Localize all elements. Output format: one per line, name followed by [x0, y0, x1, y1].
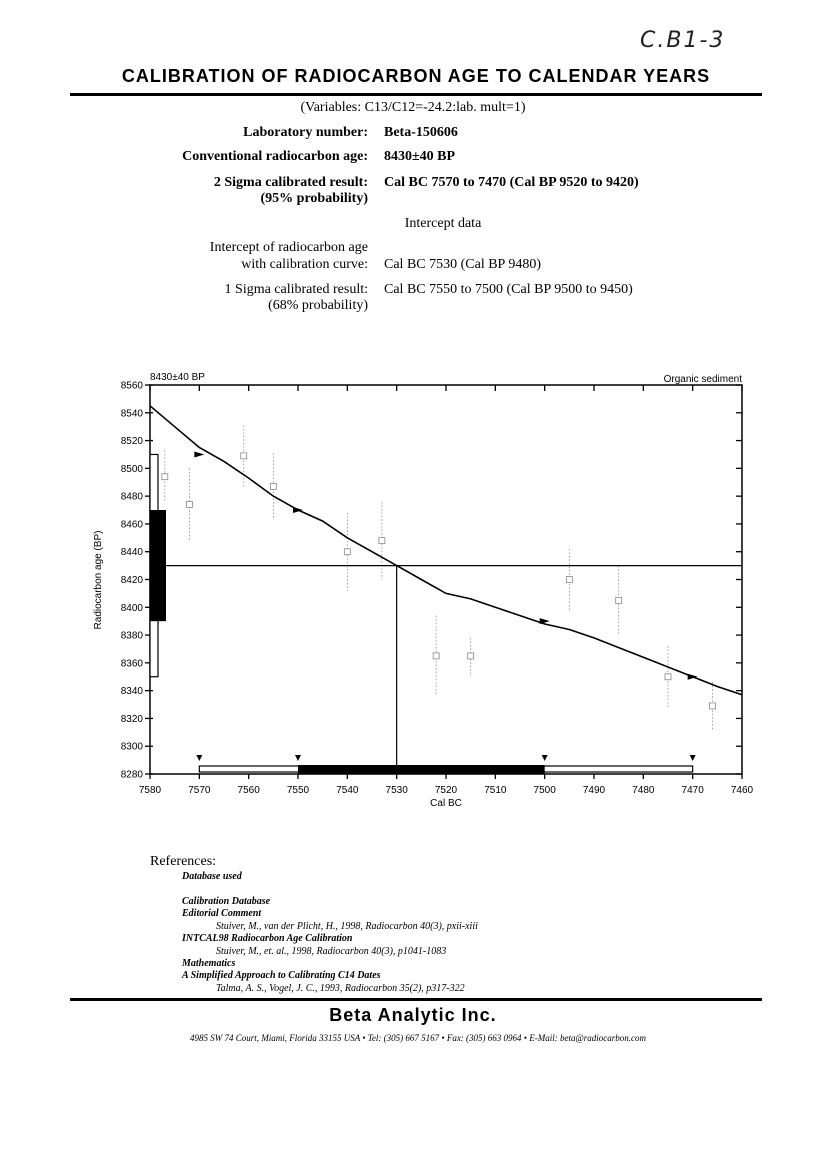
- y-tick-label: 8540: [120, 408, 143, 420]
- x-tick-label: 7530: [385, 785, 408, 796]
- x-tick-label: 7520: [434, 785, 458, 796]
- ref-intcal: INTCAL98 Radiocarbon Age Calibration: [182, 933, 353, 944]
- x-tick-label: 7560: [237, 785, 260, 796]
- conventional-age-value: 8430±40 BP: [384, 149, 456, 164]
- y-tick-label: 8380: [120, 630, 143, 642]
- x-tick-label: 7480: [632, 785, 655, 796]
- x-tick-label: 7580: [138, 785, 162, 796]
- intercept-lines: [150, 566, 742, 774]
- calibration-curve: [150, 406, 742, 695]
- y-tick-label: 8440: [120, 547, 143, 559]
- measured-age-bars: [150, 454, 166, 676]
- references-heading: References:: [150, 854, 217, 869]
- x-tick-label: 7460: [730, 785, 754, 796]
- ref-citation-1: Stuiver, M., van der Plicht, H., 1998, Radiocarbon 40(3), pxii-xiii: [216, 921, 478, 932]
- footer-rule: [70, 998, 762, 1001]
- x-tick-label: 7500: [533, 785, 556, 796]
- ref-citation-3: Talma, A. S., Vogel, J. C., 1993, Radiocarbon 35(2), p317-322: [216, 983, 465, 994]
- ref-mathematics: Mathematics: [182, 958, 236, 969]
- x-tick-label: 7490: [582, 785, 606, 796]
- y-tick-label: 8320: [120, 713, 143, 725]
- sigma2-probability: (95% probability): [260, 191, 368, 206]
- lab-number-value: Beta-150606: [384, 125, 458, 140]
- x-tick-label: 7550: [286, 785, 310, 796]
- sigma2-value: Cal BC 7570 to 7470 (Cal BP 9520 to 9420): [384, 175, 639, 190]
- data-point: [468, 653, 474, 659]
- chart-top-left-label: 8430±40 BP: [150, 372, 205, 383]
- y-tick-label: 8480: [120, 491, 143, 503]
- sigma2-label: 2 Sigma calibrated result:: [213, 175, 368, 190]
- data-point: [270, 483, 276, 489]
- data-point: [665, 674, 671, 680]
- x-tick-label: 7470: [681, 785, 704, 796]
- calibration-chart: [0, 360, 826, 820]
- lab-number-label: Laboratory number:: [243, 125, 368, 140]
- ref-calibration-database: Calibration Database: [182, 896, 271, 907]
- data-point: [162, 474, 168, 480]
- y-axis-label: Radiocarbon age (BP): [93, 530, 104, 630]
- intercept-value: Cal BC 7530 (Cal BP 9480): [384, 257, 541, 272]
- data-point: [709, 703, 715, 709]
- data-point: [186, 501, 192, 507]
- data-point: [379, 538, 385, 544]
- y-tick-label: 8460: [120, 519, 143, 531]
- range-marker: [542, 755, 548, 761]
- chart-top-right-label: Organic sediment: [663, 374, 742, 385]
- sigma1-value: Cal BC 7550 to 7500 (Cal BP 9500 to 9450): [384, 282, 633, 297]
- range-marker: [690, 755, 696, 761]
- chart-labels: [93, 372, 742, 809]
- sigma1-probability: (68% probability): [268, 298, 368, 313]
- company-address: 4985 SW 74 Court, Miami, Florida 33155 USA • Tel: (305) 667 5167 • Fax: (305) 663 0964 • E-Mail: beta@radiocarbon.com: [190, 1033, 646, 1043]
- x-tick-label: 7510: [484, 785, 507, 796]
- plot-border: [150, 385, 742, 774]
- ref-simplified-approach: A Simplified Approach to Calibrating C14 Dates: [182, 970, 381, 981]
- range-marker: [196, 755, 202, 761]
- range-marker: [295, 755, 301, 761]
- x-tick-label: 7570: [188, 785, 211, 796]
- calibrated-range-bars: [196, 755, 695, 774]
- y-tick-label: 8560: [120, 380, 143, 392]
- y-tick-label: 8300: [120, 741, 143, 753]
- variables-line: (Variables: C13/C12=-24.2:lab. mult=1): [300, 100, 526, 115]
- ref-citation-2: Stuiver, M., et. al., 1998, Radiocarbon 40(3), p1041-1083: [216, 946, 447, 957]
- y-tick-label: 8400: [120, 602, 143, 614]
- ref-database-used: Database used: [182, 871, 242, 882]
- company-name: Beta Analytic Inc.: [329, 1005, 497, 1025]
- handwritten-note: C.B1-3: [640, 28, 726, 53]
- ref-editorial-comment: Editorial Comment: [182, 908, 262, 919]
- y-tick-label: 8340: [120, 686, 143, 698]
- sigma1-range-bar: [298, 765, 545, 774]
- y-tick-label: 8500: [120, 463, 143, 475]
- x-axis-label: Cal BC: [430, 798, 462, 809]
- intercept-header: Intercept data: [404, 216, 482, 231]
- calibration-curve-layer: [150, 406, 742, 695]
- curve-marker: [194, 451, 204, 457]
- y-tick-label: 8360: [120, 658, 143, 670]
- x-tick-label: 7540: [336, 785, 359, 796]
- conventional-age-label: Conventional radiocarbon age:: [182, 149, 368, 164]
- data-point: [566, 577, 572, 583]
- data-point: [241, 453, 247, 459]
- data-point: [433, 653, 439, 659]
- y-tick-label: 8280: [120, 769, 143, 781]
- data-points: [162, 425, 716, 729]
- intercept-label-2: with calibration curve:: [241, 257, 368, 272]
- sigma1-label: 1 Sigma calibrated result:: [224, 282, 368, 297]
- measured-1sigma-bar: [150, 510, 166, 621]
- plot-frame: [150, 385, 742, 774]
- intercept-label-1: Intercept of radiocarbon age: [209, 240, 368, 255]
- report-title: CALIBRATION OF RADIOCARBON AGE TO CALENDAR YEARS: [121, 66, 711, 86]
- data-point: [344, 549, 350, 555]
- y-tick-label: 8520: [120, 436, 143, 448]
- data-point: [616, 597, 622, 603]
- y-tick-label: 8420: [120, 575, 143, 586]
- title-rule: [70, 93, 762, 96]
